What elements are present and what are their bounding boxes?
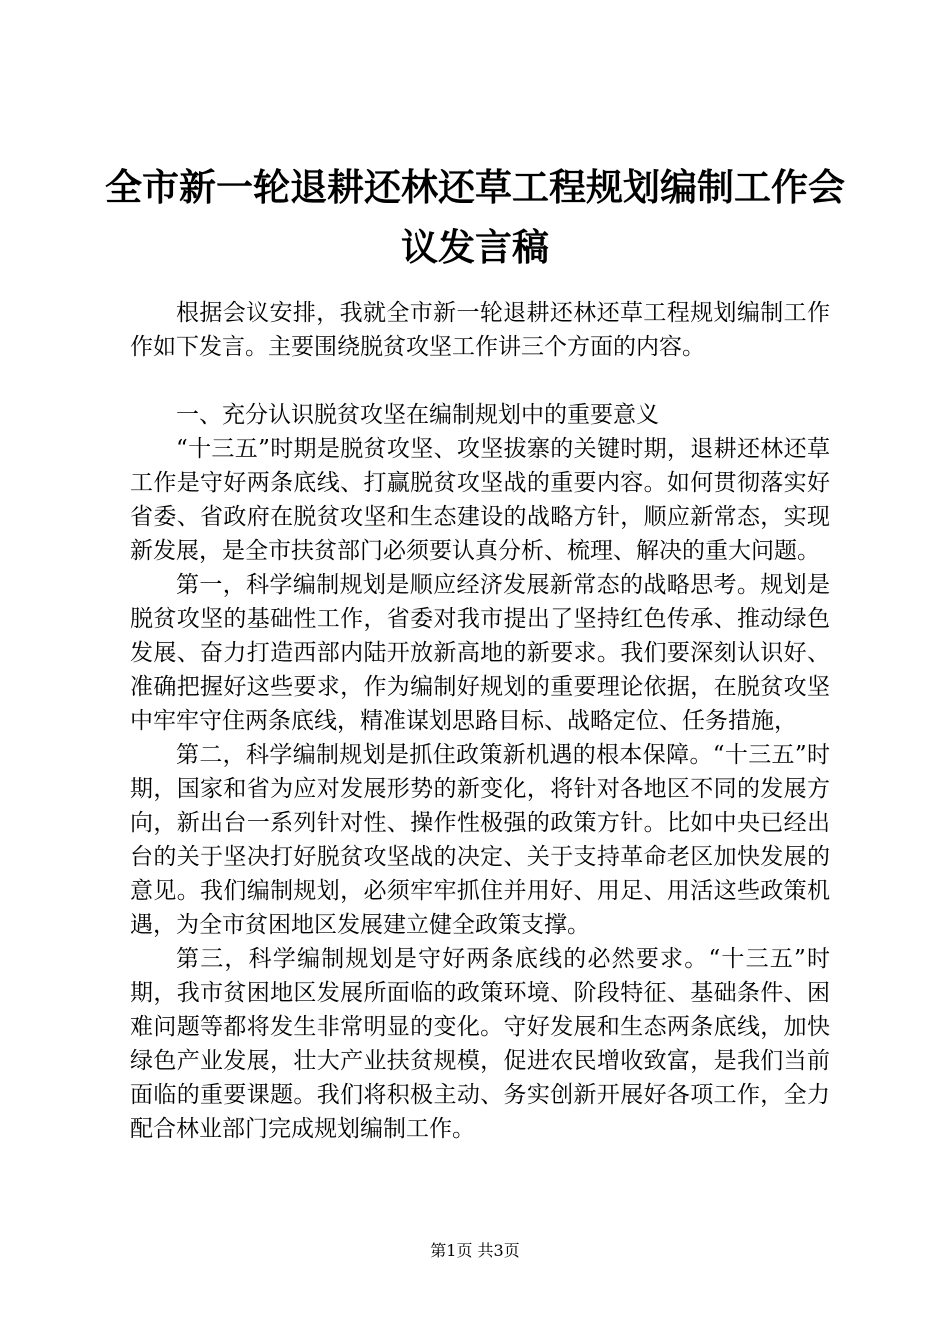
body-paragraph: 第二，科学编制规划是抓住政策新机遇的根本保障。“十三五”时期，国家和省为应对发展形势的新变化，将针对各地区不同的发展方向，新出台一系列针对性、操作性极强的政策方针。比如中央已经出台的关于坚决打好脱贫攻坚战的决定、关于支持革命老区加快发展的意见。我们编制规划，必须牢牢抓住并用好、用足、用活这些政策机遇，为全市贫困地区发展建立健全政策支撑。 [130,742,830,938]
document-body [130,296,830,1146]
body-paragraph: 第一，科学编制规划是顺应经济发展新常态的战略思考。规划是脱贫攻坚的基础性工作，省委对我市提出了坚持红色传承、推动绿色发展、奋力打造西部内陆开放新高地的新要求。我们要深刻认识好、准确把握好这些要求，作为编制好规划的重要理论依据，在脱贫攻坚中牢牢守住两条底线，精准谋划思路目标、战略定位、任务措施， [130,572,830,734]
body-paragraph: 第三，科学编制规划是守好两条底线的必然要求。“十三五”时期，我市贫困地区发展所面临的政策环境、阶段特征、基础条件、困难问题等都将发生非常明显的变化。守好发展和生态两条底线，加快绿色产业发展，壮大产业扶贫规模，促进农民增收致富，是我们当前面临的重要课题。我们将积极主动、务实创新开展好各项工作，全力配合林业部门完成规划编制工作。 [130,946,830,1142]
document-title: 全市新一轮退耕还林还草工程规划编制工作会议发言稿 [105,166,845,269]
page-footer: 第1页 共3页 [430,1241,520,1260]
section-heading: 一、充分认识脱贫攻坚在编制规划中的重要意义 [176,402,659,428]
body-paragraph: “十三五”时期是脱贫攻坚、攻坚拔寨的关键时期，退耕还林还草工作是守好两条底线、打赢脱贫攻坚战的重要内容。如何贯彻落实好省委、省政府在脱贫攻坚和生态建设的战略方针，顺应新常态，实现新发展，是全市扶贫部门必须要认真分析、梳理、解决的重大问题。 [130,436,830,564]
intro-paragraph: 根据会议安排，我就全市新一轮退耕还林还草工程规划编制工作作如下发言。主要围绕脱贫攻坚工作讲三个方面的内容。 [130,300,830,360]
